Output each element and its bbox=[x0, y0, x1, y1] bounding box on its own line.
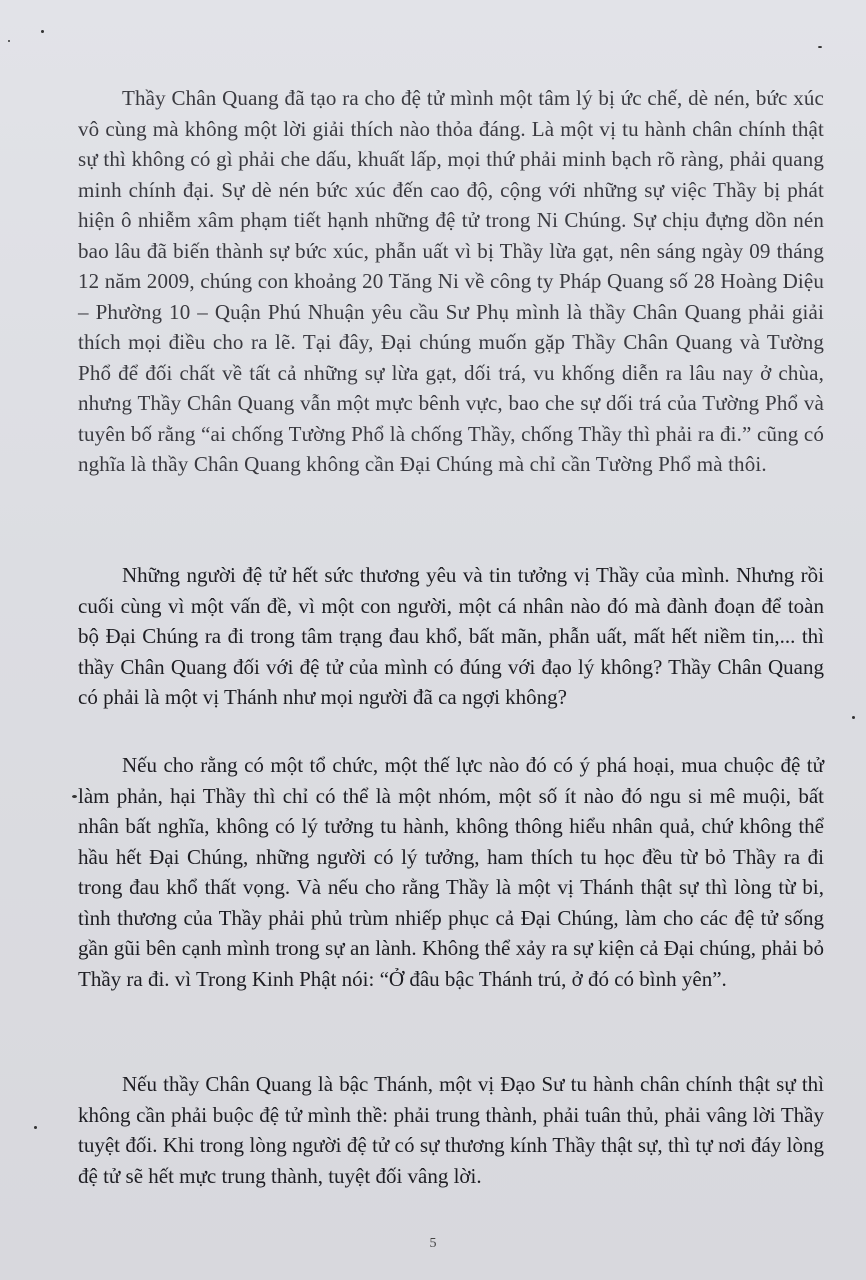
scan-speck bbox=[34, 1126, 37, 1129]
scan-speck bbox=[852, 716, 855, 719]
scan-speck bbox=[41, 30, 44, 33]
paragraph-2: Những người đệ tử hết sức thương yêu và tin tưởng vị Thầy của mình. Nhưng rồi cuối cùng vì một vấn đề, vì một con người, một cá nhân nào đó mà đành đoạn để toàn bộ Đại Chúng ra đi trong tâm trạng đau khổ, bất mãn, phẫn uất, mất hết niềm tin,... thì thầy Chân Quang đối với đệ tử của mình có đúng với đạo lý không? Thầy Chân Quang có phải là một vị Thánh như mọi người đã ca ngợi không? bbox=[78, 563, 824, 709]
paragraph-4: Nếu thầy Chân Quang là bậc Thánh, một vị Đạo Sư tu hành chân chính thật sự thì không cần phải buộc đệ tử mình thề: phải trung thành, phải tuân thủ, phải vâng lời Thầy tuyệt đối. Khi trong lòng người đệ tử có sự thương kính Thầy thật sự, thì tự nơi đáy lòng đệ tử sẽ hết mực trung thành, tuyệt đối vâng lời. bbox=[78, 1072, 824, 1188]
scan-speck bbox=[8, 40, 10, 42]
page-number: 5 bbox=[429, 1236, 437, 1251]
scan-speck bbox=[818, 46, 822, 48]
paragraph-3: Nếu cho rằng có một tổ chức, một thế lực nào đó có ý phá hoại, mua chuộc đệ tử làm phản, hại Thầy thì chỉ có thể là một nhóm, một số ít nào đó ngu si mê muội, bất nhân bất nghĩa, không có lý tưởng tu hành, không thông hiểu nhân quả, chứ không thể hầu hết Đại Chúng, những người có lý tưởng, ham thích tu học đều từ bỏ Thầy ra đi trong đau khổ thất vọng. Và nếu cho rằng Thầy là một vị Thánh thật sự thì lòng từ bi, tình thương của Thầy phải phủ trùm nhiếp phục cả Đại Chúng, làm cho các đệ tử sống gần gũi bên cạnh mình trong sự an lành. Không thể xảy ra sự kiện cả Đại chúng, phải bỏ Thầy ra đi. vì Trong Kinh Phật nói: “Ở đâu bậc Thánh trú, ở đó có bình yên”. bbox=[78, 753, 824, 991]
paragraph-1: Thầy Chân Quang đã tạo ra cho đệ tử mình một tâm lý bị ức chế, dè nén, bức xúc vô cùng mà không một lời giải thích nào thỏa đáng. Là một vị tu hành chân chính thật sự thì không có gì phải che dấu, khuất lấp, mọi thứ phải minh bạch rõ ràng, phải quang minh chính đại. Sự dè nén bức xúc đến cao độ, cộng với những sự việc Thầy bị phát hiện ô nhiễm xâm phạm tiết hạnh những đệ tử trong Ni Chúng. Sự chịu đựng dồn nén bao lâu đã biến thành sự bức xúc, phẫn uất vì bị Thầy lừa gạt, nên sáng ngày 09 tháng 12 năm 2009, chúng con khoảng 20 Tăng Ni về công ty Pháp Quang số 28 Hoàng Diệu – Phường 10 – Quận Phú Nhuận yêu cầu Sư Phụ mình là thầy Chân Quang phải giải thích mọi điều cho ra lẽ. Tại đây, Đại chúng muốn gặp Thầy Chân Quang và Tường Phổ để đối chất về tất cả những sự lừa gạt, dối trá, vu khống diễn ra lâu nay ở chùa, nhưng Thầy Chân Quang vẫn một mực bênh vực, bao che sự dối trá của Tường Phổ và tuyên bố rằng “ai chống Tường Phổ là chống Thầy, chống Thầy thì phải ra đi.” cũng có nghĩa là thầy Chân Quang không cần Đại Chúng mà chỉ cần Tường Phổ mà thôi. bbox=[78, 86, 824, 476]
scan-speck bbox=[72, 795, 77, 798]
